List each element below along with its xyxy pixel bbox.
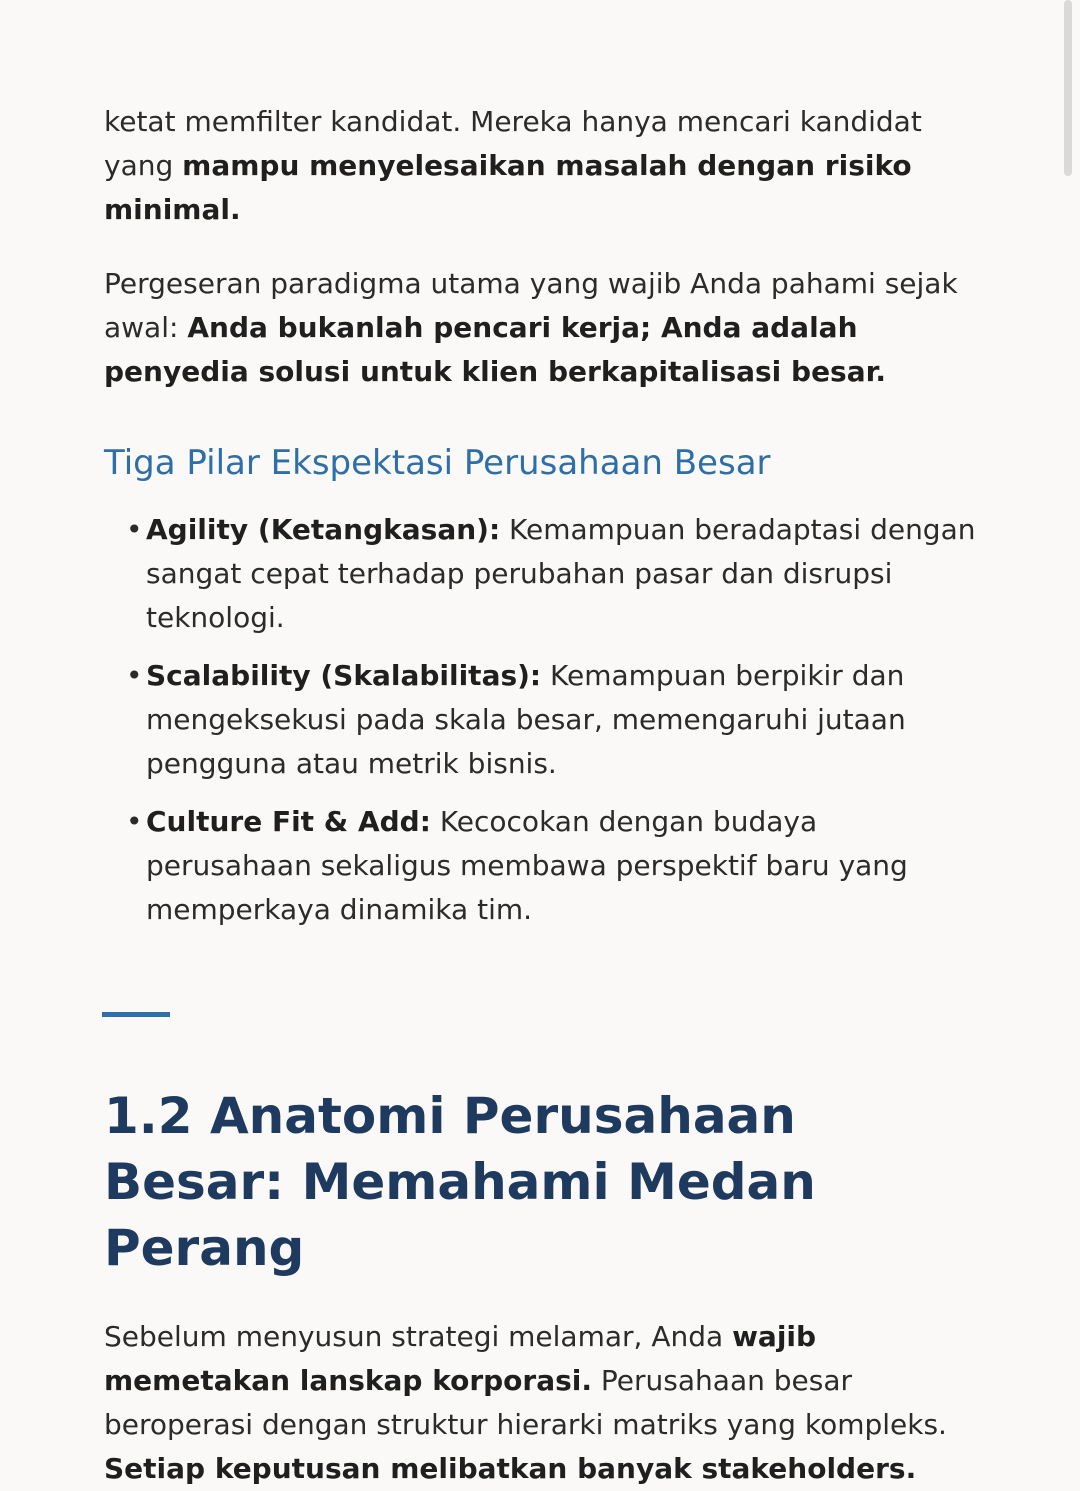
bullet-icon: • — [126, 805, 143, 838]
pillar-description: Kecocokan dengan budaya perusahaan sekaligus membawa perspektif baru yang memperkaya dinamika tim. — [146, 805, 908, 926]
section-paragraph-text-1: Sebelum menyusun strategi melamar, Anda — [104, 1320, 733, 1353]
section-paragraph-emphasis-1: wajib memetakan lanskap korporasi. — [104, 1320, 817, 1397]
intro-paragraph-1-text: ketat memfilter kandidat. Mereka hanya mencari kandidat yang — [104, 105, 922, 182]
intro-paragraph-1 — [104, 100, 980, 232]
bullet-icon: • — [126, 659, 143, 692]
pillar-title: Culture Fit & Add: — [146, 805, 431, 838]
list-item — [126, 654, 980, 800]
pillar-description: Kemampuan berpikir dan mengeksekusi pada skala besar, memengaruhi jutaan pengguna atau metrik bisnis. — [146, 659, 906, 780]
article-content — [104, 100, 980, 1491]
intro-paragraph-2 — [104, 262, 980, 394]
pillar-title: Agility (Ketangkasan): — [146, 513, 501, 546]
pillar-title: Scalability (Skalabilitas): — [146, 659, 542, 692]
pillars-list — [104, 508, 980, 946]
scrollbar-thumb[interactable] — [1064, 0, 1072, 176]
section-paragraph — [104, 1315, 980, 1491]
list-item — [126, 508, 980, 654]
intro-paragraph-1-emphasis: mampu menyelesaikan masalah dengan risiko minimal. — [104, 149, 912, 226]
intro-paragraph-2-emphasis: Anda bukanlah pencari kerja; Anda adalah penyedia solusi untuk klien berkapitalisasi besar. — [104, 311, 887, 388]
intro-paragraph-2-text: Pergeseran paradigma utama yang wajib Anda pahami sejak awal: — [104, 267, 958, 344]
section-paragraph-emphasis-2: Setiap keputusan melibatkan banyak stakeholders. — [104, 1452, 917, 1485]
section-heading: 1.2 Anatomi Perusahaan Besar: Memahami Medan Perang — [104, 1087, 816, 1277]
list-item — [126, 800, 980, 946]
bullet-icon: • — [126, 513, 143, 546]
section-divider — [102, 1012, 170, 1017]
pillars-heading: Tiga Pilar Ekspektasi Perusahaan Besar — [104, 443, 771, 483]
pillar-description: Kemampuan beradaptasi dengan sangat cepat terhadap perubahan pasar dan disrupsi teknologi. — [146, 513, 976, 634]
section-paragraph-text-2: Perusahaan besar beroperasi dengan struktur hierarki matriks yang kompleks. — [104, 1364, 947, 1441]
scrollbar[interactable] — [1062, 0, 1080, 1440]
